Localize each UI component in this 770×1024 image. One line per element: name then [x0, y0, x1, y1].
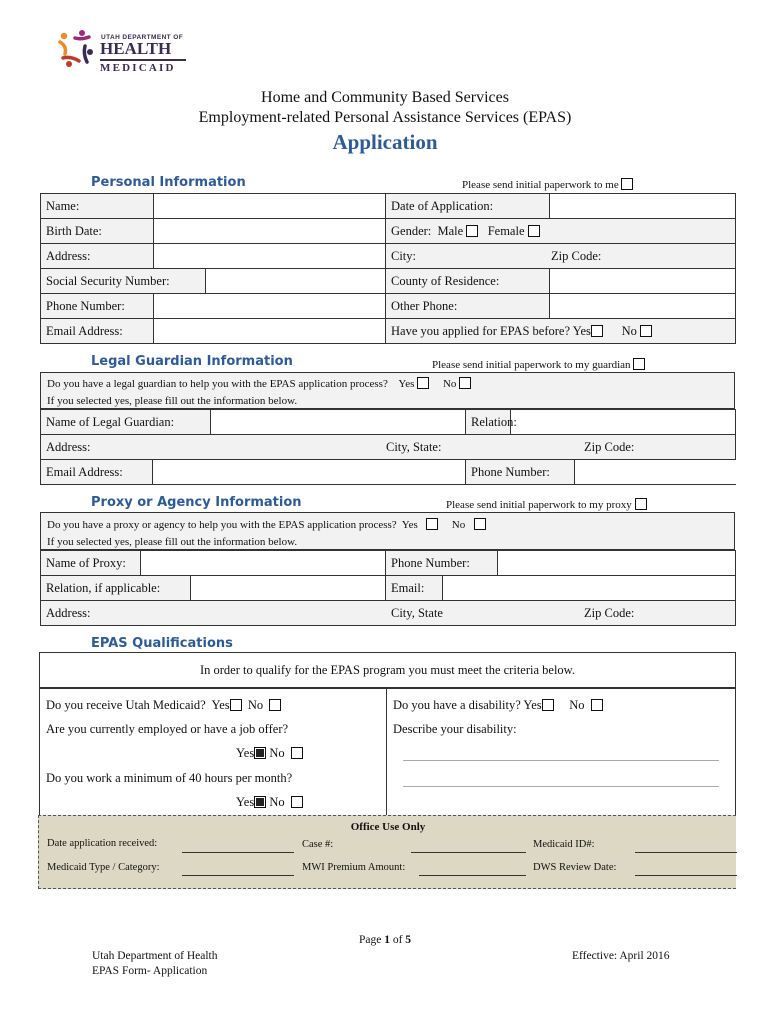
phone-label: Phone Number:: [41, 294, 154, 319]
personal-info-table: [40, 193, 736, 344]
guardian-table: [40, 409, 736, 485]
medicaid-no-checkbox[interactable]: [269, 699, 281, 711]
guardian-relation-label: Relation:: [466, 410, 511, 435]
birth-date-label: Birth Date:: [41, 219, 154, 244]
proxy-no-label: No: [451, 519, 466, 531]
name-label: Name:: [41, 194, 154, 219]
phone-field[interactable]: [154, 294, 386, 319]
guardian-question-box: [40, 372, 735, 409]
dws-review-line[interactable]: [635, 875, 737, 876]
qualifications-right-box: [386, 688, 736, 816]
medicaid-question: [46, 698, 281, 713]
city-zip-cell[interactable]: [386, 244, 736, 269]
county-label: County of Residence:: [386, 269, 550, 294]
guardian-question: [47, 377, 471, 390]
ssn-field[interactable]: [206, 269, 386, 294]
case-label: Case #:: [302, 839, 334, 850]
medicaid-id-label: Medicaid ID#:: [533, 839, 595, 850]
proxy-address-row[interactable]: [41, 601, 736, 626]
office-use-box: [38, 815, 736, 889]
female-label: Female: [487, 223, 525, 238]
disability-no-label: No: [569, 698, 585, 712]
proxy-question-box: [40, 512, 735, 550]
send-to-guardian-note: [432, 358, 645, 371]
send-to-me-label: Please send initial paperwork to me: [462, 179, 619, 191]
name-field[interactable]: [154, 194, 386, 219]
address-label: Address:: [41, 244, 154, 269]
guardian-phone-label: Phone Number:: [471, 464, 550, 479]
proxy-instruction: If you selected yes, please fill out the information below.: [47, 536, 298, 548]
disability-no-checkbox[interactable]: [591, 699, 603, 711]
male-checkbox[interactable]: [466, 225, 478, 237]
date-received-label: Date application received:: [47, 838, 158, 849]
proxy-phone-label: Phone Number:: [386, 551, 498, 576]
send-to-me-note: [462, 178, 633, 191]
gender-label: Gender:: [391, 223, 432, 238]
guardian-email-field[interactable]: [153, 460, 466, 485]
applied-no-checkbox[interactable]: [640, 325, 652, 337]
dws-review-label: DWS Review Date:: [533, 862, 617, 873]
header-line1: Home and Community Based Services: [261, 89, 509, 106]
health-logo-icon: [55, 28, 99, 72]
applied-yes-label: Yes: [572, 323, 591, 338]
proxy-email-label: Email:: [386, 576, 443, 601]
guardian-relation-field[interactable]: [511, 410, 736, 435]
hours-yes-label: Yes: [236, 795, 255, 809]
disability-yes-checkbox[interactable]: [542, 699, 554, 711]
page-title: Application: [332, 130, 438, 154]
send-to-me-checkbox[interactable]: [621, 178, 633, 190]
hours-answer: [236, 795, 303, 810]
logo-divider: [100, 59, 186, 61]
ssn-label: Social Security Number:: [41, 269, 206, 294]
medicaid-id-line[interactable]: [635, 852, 737, 853]
section-heading-qualifications: EPAS Qualifications: [91, 636, 233, 651]
date-received-line[interactable]: [182, 852, 294, 853]
logo-text-medicaid: MEDICAID: [100, 62, 176, 74]
applied-yes-checkbox[interactable]: [591, 325, 603, 337]
proxy-name-label: Name of Proxy:: [41, 551, 141, 576]
disability-yes-label: Yes: [523, 698, 542, 712]
proxy-yes-checkbox[interactable]: [426, 518, 438, 530]
employed-yes-checkbox[interactable]: [254, 747, 266, 759]
disability-question-text: Do you have a disability?: [393, 698, 521, 712]
page-number: [0, 934, 770, 946]
proxy-no-checkbox[interactable]: [474, 518, 486, 530]
birth-date-field[interactable]: [154, 219, 386, 244]
guardian-address-row[interactable]: [41, 435, 736, 460]
medicaid-yes-checkbox[interactable]: [230, 699, 242, 711]
describe-disability-label: Describe your disability:: [393, 722, 517, 736]
footer-org: Utah Department of Health: [92, 950, 218, 962]
guardian-yes-checkbox[interactable]: [417, 377, 429, 389]
send-to-guardian-label: Please send initial paperwork to my guardian: [432, 359, 631, 371]
employed-yes-label: Yes: [236, 746, 255, 760]
header-line2: Employment-related Personal Assistance Services (EPAS): [198, 109, 572, 126]
page-prefix: Page: [358, 934, 382, 946]
footer-effective: Effective: April 2016: [572, 950, 670, 962]
send-to-proxy-label: Please send initial paperwork to my proxy: [446, 499, 632, 511]
proxy-yes-label: Yes: [401, 519, 418, 531]
applied-no-label: No: [621, 323, 637, 338]
proxy-table: [40, 550, 736, 626]
guardian-city-state-label: City, State:: [386, 440, 442, 454]
employed-question: Are you currently employed or have a job offer?: [46, 722, 289, 736]
email-field[interactable]: [154, 319, 386, 344]
page-total: 5: [405, 934, 412, 946]
mwi-line[interactable]: [419, 875, 526, 876]
guardian-name-field[interactable]: [211, 410, 466, 435]
send-to-proxy-note: [446, 498, 647, 511]
gender-cell: [386, 219, 736, 244]
guardian-phone-field[interactable]: [574, 460, 736, 484]
guardian-question-text: Do you have a legal guardian to help you with the EPAS application process?: [47, 378, 388, 390]
proxy-question-text: Do you have a proxy or agency to help you with the EPAS application process?: [47, 519, 397, 531]
section-heading-proxy: Proxy or Agency Information: [91, 495, 302, 510]
disability-question: [393, 698, 603, 713]
county-field[interactable]: [550, 269, 736, 294]
case-line[interactable]: [411, 852, 526, 853]
proxy-email-field[interactable]: [443, 576, 736, 601]
female-checkbox[interactable]: [528, 225, 540, 237]
applied-before-cell: [386, 319, 736, 344]
logo-text-health: HEALTH: [100, 39, 172, 58]
guardian-instruction: If you selected yes, please fill out the information below.: [47, 395, 298, 407]
applied-before-label: Have you applied for EPAS before?: [391, 323, 571, 338]
send-to-proxy-checkbox[interactable]: [635, 498, 647, 510]
describe-disability-line-2[interactable]: [403, 786, 719, 787]
email-label: Email Address:: [41, 319, 154, 344]
guardian-no-checkbox[interactable]: [459, 377, 471, 389]
page-current: 1: [384, 934, 390, 946]
employed-answer: [236, 746, 303, 761]
proxy-name-field[interactable]: [141, 551, 386, 576]
qualifications-left-box: [39, 688, 387, 816]
proxy-phone-field[interactable]: [498, 551, 736, 576]
section-heading-personal: Personal Information: [91, 175, 246, 190]
proxy-zip-label: Zip Code:: [584, 606, 635, 620]
guardian-address-label: Address:: [46, 439, 91, 454]
medicaid-no-label: No: [247, 698, 264, 712]
describe-disability-line-1[interactable]: [403, 760, 719, 761]
other-phone-label: Other Phone:: [386, 294, 550, 319]
section-heading-guardian: Legal Guardian Information: [91, 354, 293, 369]
qualifications-intro: In order to qualify for the EPAS program you must meet the criteria below.: [199, 663, 576, 677]
proxy-address-label: Address:: [46, 605, 91, 620]
logo-text-top: UTAH DEPARTMENT OF: [101, 34, 184, 41]
footer-form: EPAS Form- Application: [92, 965, 208, 977]
address-field[interactable]: [154, 244, 386, 269]
page-of: of: [392, 934, 403, 946]
date-of-application-field[interactable]: [550, 194, 736, 219]
proxy-city-state-label: City, State: [391, 606, 443, 620]
medicaid-type-line[interactable]: [182, 875, 294, 876]
proxy-relation-label: Relation, if applicable:: [41, 576, 191, 601]
office-use-title: Office Use Only: [350, 821, 426, 833]
proxy-relation-field[interactable]: [191, 576, 386, 601]
send-to-guardian-checkbox[interactable]: [633, 358, 645, 370]
medicaid-yes-label: Yes: [211, 698, 230, 712]
proxy-question: [47, 518, 486, 531]
guardian-name-label: Name of Legal Guardian:: [41, 410, 211, 435]
guardian-zip-label: Zip Code:: [584, 440, 635, 454]
hours-yes-checkbox[interactable]: [254, 796, 266, 808]
date-of-application-label: Date of Application:: [386, 194, 550, 219]
employed-no-label: No: [269, 746, 285, 760]
other-phone-field[interactable]: [550, 294, 736, 319]
male-label: Male: [437, 223, 464, 238]
hours-no-label: No: [269, 795, 285, 809]
qualifications-intro-box: [39, 652, 736, 688]
city-label: City:: [391, 248, 417, 263]
employed-no-checkbox[interactable]: [291, 747, 303, 759]
hours-question: Do you work a minimum of 40 hours per month?: [46, 771, 293, 785]
mwi-label: MWI Premium Amount:: [302, 862, 406, 873]
guardian-phone-cell: [466, 460, 736, 485]
zip-label: Zip Code:: [551, 249, 602, 263]
medicaid-type-label: Medicaid Type / Category:: [47, 862, 160, 873]
guardian-no-label: No: [442, 378, 457, 390]
hours-no-checkbox[interactable]: [291, 796, 303, 808]
guardian-yes-label: Yes: [398, 378, 415, 390]
guardian-email-label: Email Address:: [41, 460, 153, 485]
medicaid-question-text: Do you receive Utah Medicaid?: [46, 698, 206, 712]
